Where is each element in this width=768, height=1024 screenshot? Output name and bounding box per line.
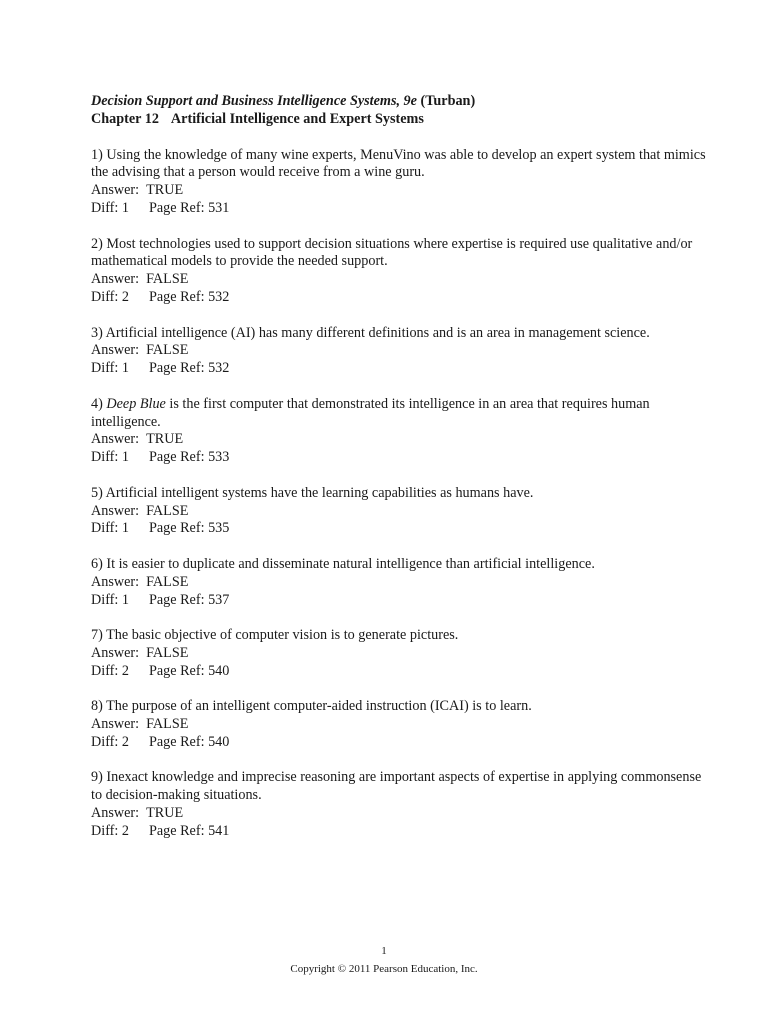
book-title-line <box>91 93 711 111</box>
question-body: Artificial intelligent systems have the learning capabilities as humans have. <box>105 484 534 501</box>
page-ref-value: 540 <box>208 733 230 750</box>
question-item <box>91 485 711 538</box>
page-ref-value: 535 <box>208 520 230 537</box>
question-text <box>91 485 711 503</box>
question-text <box>91 556 711 574</box>
page-ref-value: 541 <box>208 822 230 839</box>
question-text <box>91 147 711 183</box>
diff-value: 1 <box>121 520 129 537</box>
answer-value: FALSE <box>146 644 189 661</box>
page-ref-label: Page Ref: <box>148 591 205 608</box>
answer-line <box>91 182 711 200</box>
answer-line <box>91 805 711 823</box>
question-item <box>91 236 711 307</box>
answer-line <box>91 503 711 521</box>
question-list <box>91 147 711 841</box>
answer-label: Answer: <box>91 644 140 661</box>
diff-value: 1 <box>121 591 129 608</box>
question-body: is the first computer that demonstrated its intelligence in an area that requires human intelligence. <box>91 395 650 430</box>
answer-label: Answer: <box>91 182 140 199</box>
page-ref-label: Page Ref: <box>148 733 205 750</box>
page-ref-label: Page Ref: <box>148 288 205 305</box>
answer-label: Answer: <box>91 716 140 733</box>
page-ref-label: Page Ref: <box>148 520 205 537</box>
question-body: Artificial intelligence (AI) has many different definitions and is an area in management science. <box>105 324 650 341</box>
question-body: Most technologies used to support decision situations where expertise is required use qualitative and/or mathematical models to provide the needed support. <box>91 235 693 270</box>
question-item <box>91 769 711 840</box>
question-number: 2) <box>91 235 103 252</box>
diff-label: Diff: <box>91 288 119 305</box>
difficulty-line <box>91 200 711 218</box>
diff-label: Diff: <box>91 520 119 537</box>
question-item <box>91 698 711 751</box>
question-text <box>91 769 711 805</box>
question-item <box>91 627 711 680</box>
chapter-title: Artificial Intelligence and Expert Systems <box>170 110 424 127</box>
page-ref-value: 540 <box>208 662 230 679</box>
answer-value: FALSE <box>146 573 189 590</box>
diff-label: Diff: <box>91 733 119 750</box>
page-ref-label: Page Ref: <box>148 822 205 839</box>
question-number: 8) <box>91 698 103 715</box>
answer-line <box>91 271 711 289</box>
question-body: Using the knowledge of many wine experts, MenuVino was able to develop an expert system that mimics the advising that a person would receive from a wine guru. <box>91 146 706 181</box>
question-body: It is easier to duplicate and disseminate natural intelligence than artificial intelligence. <box>106 555 595 572</box>
question-number: 6) <box>91 555 103 572</box>
difficulty-line <box>91 449 711 467</box>
book-title: Decision Support and Business Intelligence Systems, 9e <box>91 93 417 109</box>
page-ref-label: Page Ref: <box>148 662 205 679</box>
difficulty-line <box>91 592 711 610</box>
diff-value: 1 <box>121 360 129 377</box>
document-page <box>91 93 711 858</box>
chapter-heading <box>91 111 711 129</box>
diff-value: 1 <box>121 199 129 216</box>
answer-value: FALSE <box>146 342 189 359</box>
question-body: The basic objective of computer vision is to generate pictures. <box>106 627 459 644</box>
difficulty-line <box>91 360 711 378</box>
question-emphasis: Deep Blue <box>106 395 166 412</box>
answer-label: Answer: <box>91 573 140 590</box>
question-number: 9) <box>91 769 103 786</box>
answer-value: TRUE <box>146 805 184 822</box>
difficulty-line <box>91 663 711 681</box>
diff-label: Diff: <box>91 360 119 377</box>
answer-line <box>91 716 711 734</box>
page-ref-value: 532 <box>208 360 230 377</box>
answer-line <box>91 574 711 592</box>
page-ref-value: 533 <box>208 449 230 466</box>
answer-line <box>91 645 711 663</box>
book-author: (Turban) <box>420 93 476 109</box>
page-ref-label: Page Ref: <box>148 199 205 216</box>
page-ref-value: 531 <box>208 199 230 216</box>
answer-value: FALSE <box>146 716 189 733</box>
answer-label: Answer: <box>91 271 140 288</box>
question-number: 4) <box>91 395 103 412</box>
diff-value: 2 <box>121 822 129 839</box>
page-ref-value: 537 <box>208 591 230 608</box>
difficulty-line <box>91 823 711 841</box>
diff-label: Diff: <box>91 199 119 216</box>
difficulty-line <box>91 520 711 538</box>
question-body: Inexact knowledge and imprecise reasoning are important aspects of expertise in applying commonsense to decision-making situations. <box>91 769 702 804</box>
answer-value: TRUE <box>146 182 184 199</box>
diff-label: Diff: <box>91 591 119 608</box>
diff-value: 2 <box>121 288 129 305</box>
question-body: The purpose of an intelligent computer-aided instruction (ICAI) is to learn. <box>106 698 532 715</box>
answer-value: FALSE <box>146 271 189 288</box>
answer-line <box>91 431 711 449</box>
difficulty-line <box>91 734 711 752</box>
question-text <box>91 627 711 645</box>
answer-label: Answer: <box>91 431 140 448</box>
page-ref-value: 532 <box>208 288 230 305</box>
diff-value: 2 <box>121 662 129 679</box>
diff-value: 1 <box>121 449 129 466</box>
diff-label: Diff: <box>91 449 119 466</box>
question-number: 1) <box>91 146 103 163</box>
page-ref-label: Page Ref: <box>148 360 205 377</box>
question-item <box>91 325 711 378</box>
answer-label: Answer: <box>91 502 140 519</box>
answer-label: Answer: <box>91 805 140 822</box>
diff-label: Diff: <box>91 822 119 839</box>
answer-value: TRUE <box>146 431 184 448</box>
question-text <box>91 698 711 716</box>
question-item <box>91 556 711 609</box>
copyright-notice: Copyright © 2011 Pearson Education, Inc. <box>290 963 478 975</box>
question-number: 5) <box>91 484 103 501</box>
question-number: 3) <box>91 324 103 341</box>
answer-label: Answer: <box>91 342 140 359</box>
question-text <box>91 236 711 272</box>
chapter-label: Chapter 12 <box>91 110 159 127</box>
answer-line <box>91 342 711 360</box>
question-item <box>91 147 711 218</box>
question-item <box>91 396 711 467</box>
diff-value: 2 <box>121 733 129 750</box>
question-text <box>91 396 711 432</box>
diff-label: Diff: <box>91 662 119 679</box>
page-ref-label: Page Ref: <box>148 449 205 466</box>
page-number: 1 <box>381 945 387 957</box>
answer-value: FALSE <box>146 502 189 519</box>
question-text <box>91 325 711 343</box>
difficulty-line <box>91 289 711 307</box>
question-number: 7) <box>91 627 103 644</box>
